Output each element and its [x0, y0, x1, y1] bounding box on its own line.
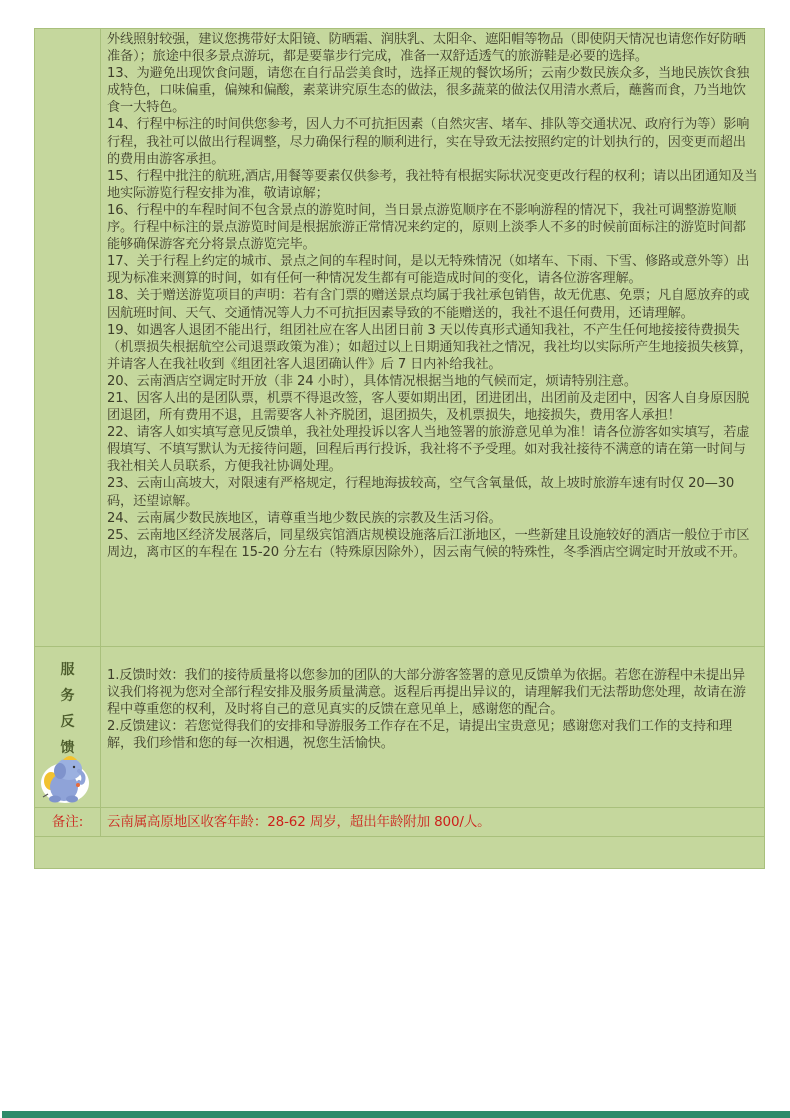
footer-bar [2, 1111, 790, 1118]
notes-row [35, 29, 765, 647]
note-item-18: 18、关于赠送游览项目的声明：若有含门票的赠送景点均属于我社承包销售，故无优惠、免票；凡自愿放弃的或因航班时间、天气、交通情况等人力不可抗拒因素导致的不能赠送的，我社不退任何费用，还请理解。 [107, 288, 750, 321]
feedback-label-char: 服 [60, 662, 75, 678]
note-item-21: 21、因客人出的是团队票，机票不得退改签，客人要如期出团，团进团出，出团前及走团中，因客人自身原因脱团退团，所有费用不退，且需要客人补齐脱团，退团损失，及机票损失，地接损失，费用客人承担！ [107, 390, 750, 424]
feedback-row [35, 647, 765, 808]
remark-label: 备注: [35, 808, 101, 837]
note-item-25: 25、云南地区经济发展落后，同星级宾馆酒店规模设施落后江浙地区，一些新建且设施较好的酒店一般位于市区周边，离市区的车程在 15-20 分左右（特殊原因除外），因云南气候的特殊性，冬季酒店空调定时开放或不开。 [107, 527, 750, 560]
note-item: 外线照射较强，建议您携带好太阳镜、防晒霜、润肤乳、太阳伞、遮阳帽等物品（即使阴天情况也请您作好防晒准备）；旅途中很多景点游玩，都是要靠步行完成，准备一双舒适透气的旅游鞋是必要的选择。 [107, 32, 746, 65]
notes-label-cell [35, 29, 101, 647]
elephant-mascot-icon [39, 749, 91, 805]
feedback-label-char: 馈 [60, 740, 75, 756]
feedback-label-char: 反 [60, 714, 75, 730]
feedback-timeliness: 1.反馈时效：我们的接待质量将以您参加的团队的大部分游客签署的意见反馈单为依据。若您在游程中未提出异议我们将视为您对全部行程安排及服务质量满意。返程后再提出异议的，请理解我们无法帮助您处理，故请在游程中尊重您的权利，及时将自己的意见真实的反馈在意见单上，感谢您的配合。 [107, 668, 746, 718]
note-item-24: 24、云南属少数民族地区，请尊重当地少数民族的宗教及生活习俗。 [107, 510, 502, 526]
note-item-15: 15、行程中批注的航班,酒店,用餐等要素仅供参考，我社特有根据实际状况变更改行程的权利；请以出团通知及当地实际游览行程安排为准，敬请谅解； [107, 168, 758, 201]
feedback-label-char: 务 [60, 688, 75, 704]
itinerary-notes-table [34, 28, 765, 869]
feedback-label-cell [35, 647, 101, 808]
note-item-13: 13、为避免出现饮食问题，请您在自行品尝美食时，选择正规的餐饮场所；云南少数民族众多，当地民族饮食独成特色，口味偏重，偏辣和偏酸，素菜讲究原生态的做法，很多蔬菜的做法仅用清水煮后，蘸酱而食，乃当地饮食一大特色。 [107, 66, 750, 116]
note-item-20: 20、云南酒店空调定时开放（非 24 小时），具体情况根据当地的气候而定，烦请特别注意。 [107, 373, 637, 389]
note-item-16: 16、行程中的车程时间不包含景点的游览时间，当日景点游览顺序在不影响游程的情况下，我社可调整游览顺序。行程中标注的景点游览时间是根据旅游正常情况来约定的，原则上淡季人不多的时候前面标注的游览时间都能够确保游客充分将景点游览完毕。 [107, 202, 746, 253]
note-item-19: 19、如遇客人退团不能出行，组团社应在客人出团日前 3 天以传真形式通知我社，不产生任何地接接待费损失（机票损失根据航空公司退票政策为准）；如超过以上日期通知我社之情况，我社均以实际所产生地接损失核算，并请客人在我社收到《组团社客人退团确认件》后 7 日内补给我社。 [107, 322, 753, 372]
notes-content-cell [101, 29, 765, 647]
remark-text: 云南属高原地区收客年龄：28-62 周岁，超出年龄附加 800/人。 [101, 808, 765, 837]
note-item-14: 14、行程中标注的时间供您参考，因人力不可抗拒因素（自然灾害、堵车、排队等交通状况、政府行为等）影响行程，我社可以做出行程调整，尽力确保行程的顺利进行，实在导致无法按照约定的计划执行的，因变更而超出的费用由游客承担。 [107, 117, 750, 167]
feedback-content-cell [101, 647, 765, 808]
remark-row [35, 808, 765, 837]
empty-cell [35, 837, 765, 869]
note-item-23: 23、云南山高坡大，对限速有严格规定，行程地海拔较高，空气含氧量低，故上坡时旅游车速有时仅 20—30 码，还望谅解。 [107, 476, 735, 509]
note-item-22: 22、请客人如实填写意见反馈单，我社处理投诉以客人当地签署的旅游意见单为准！请各位游客如实填写，若虚假填写、不填写默认为无接待问题，回程后再行投诉，我社将不予受理。如对我社接待不满意的请在第一时间与我社相关人员联系，方便我社协调处理。 [107, 425, 750, 475]
note-item-17: 17、关于行程上约定的城市、景点之间的车程时间，是以无特殊情况（如堵车、下雨、下雪、修路或意外等）出现为标准来测算的时间，如有任何一种情况发生都有可能造成时间的变化，请各位游客理解。 [107, 254, 750, 287]
empty-row [35, 837, 765, 869]
feedback-suggestion: 2.反馈建议：若您觉得我们的安排和导游服务工作存在不足，请提出宝贵意见；感谢您对我们工作的支持和理解，我们珍惜和您的每一次相遇，祝您生活愉快。 [107, 719, 733, 752]
